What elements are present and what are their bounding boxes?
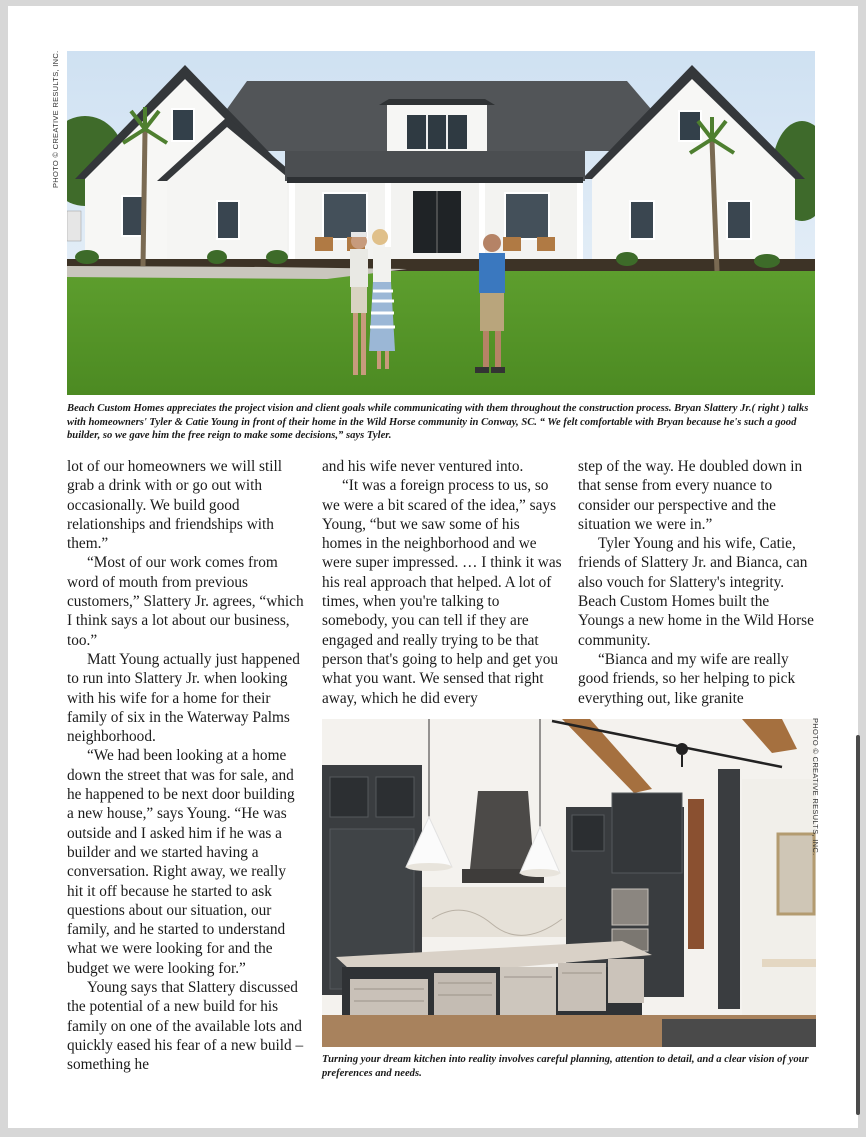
- house-photo: [67, 51, 815, 395]
- column1-paragraph: Young says that Slattery discussed the potential of a new build for his family on one of the available lots and quickly eased his fear of a new build – something he: [67, 979, 304, 1074]
- photo-credit-top: PHOTO © CREATIVE RESULTS, INC.: [51, 50, 60, 188]
- magazine-page: [8, 6, 858, 1128]
- column3-paragraph: Tyler Young and his wife, Catie, friends of Slattery Jr. and Bianca, can also vouch for Slattery's integrity. Beach Custom Homes built the Youngs a new home in the Wild Horse community.: [578, 535, 814, 649]
- column2-paragraph: “It was a foreign process to us, so we were a bit scared of the idea,” says Young, “but we saw some of his homes in the neighborhood and we were super impressed. … I think it was his real approach that helped. A lot of times, when you're talking to somebody, you can tell if they are engaged and really trying to be that person that's going to help and get you what you want. We sensed that right away, which he did every: [322, 477, 562, 707]
- kitchen-photo: [322, 719, 816, 1047]
- column3-paragraph: step of the way. He doubled down in that sense from every nuance to consider our perspective and the situation we were in.”: [578, 458, 803, 533]
- column1-paragraph: “Most of our work comes from word of mouth from previous customers,” Slattery Jr. agrees, “which I think says a lot about our business, too.”: [67, 554, 304, 649]
- house-photo-caption: Beach Custom Homes appreciates the project vision and client goals while communicating with them throughout the construction process. Bryan Slattery Jr.( right ) talks with homeowners' Tyler & Catie Young in front of their home in the Wild Horse community in Conway, SC. “ We felt comfortable with Bryan because he's such a good builder, so we gave him the free reign to make some decisions,” says Tyler.: [67, 403, 809, 441]
- column1-paragraph: Matt Young actually just happened to run into Slattery Jr. when looking with his wife for a home for their family of six in the Waterway Palms neighborhood.: [67, 650, 300, 746]
- column3-paragraph: “Bianca and my wife are really good friends, so her helping to pick everything out, like granite: [578, 650, 796, 707]
- article-column-3: [578, 457, 818, 708]
- article-column-2: [322, 457, 562, 708]
- column1-paragraph: lot of our homeowners we will still grab a drink with or go out with occasionally. We build good relationships and friendships with them.”: [67, 458, 282, 553]
- photo-credit-right: PHOTO © CREATIVE RESULTS, INC.: [811, 718, 820, 856]
- column1-paragraph: “We had been looking at a home down the street that was for sale, and he happened to be next door building a new house,” says Young. “He was outside and I asked him if he was a builder and we started having a conversation. Right away, we really hit it off because he started to ask questions about our situation, our family, and he started to understand what we were looking for and the budget we were looking for.”: [67, 747, 295, 977]
- column2-paragraph: and his wife never ventured into.: [322, 458, 524, 475]
- kitchen-photo-caption: Turning your dream kitchen into reality involves careful planning, attention to detail, and a clear vision of your preferences and needs.: [322, 1054, 809, 1079]
- scrollbar-thumb[interactable]: [856, 735, 860, 1115]
- article-column-1: [67, 457, 305, 1075]
